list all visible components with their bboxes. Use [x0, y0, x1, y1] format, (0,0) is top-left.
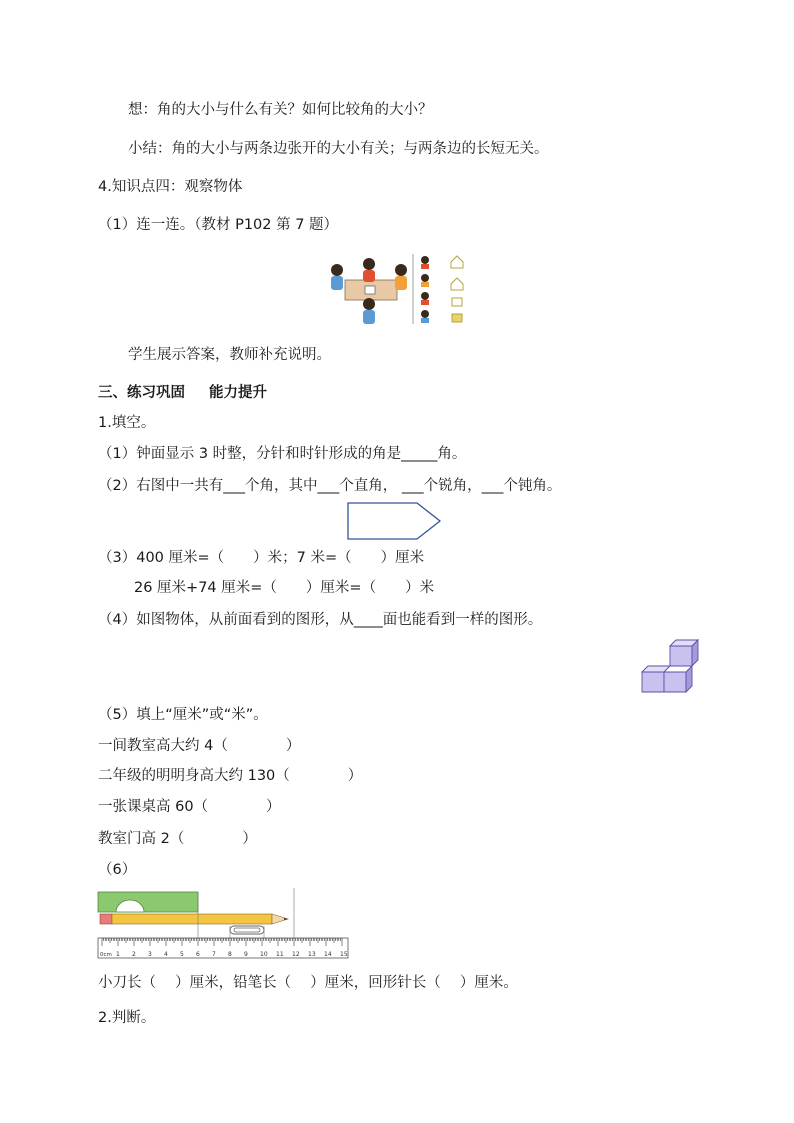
section-3-title-part1: 三、练习巩固: [98, 385, 185, 401]
question-5c: 一张课桌高 60（ ）: [98, 799, 281, 815]
question-3-line-2: 26 厘米+74 厘米=（ ）厘米=（ ）米: [134, 580, 435, 596]
ruler-tick-label: 4: [164, 951, 168, 958]
question-4: （4）如图物体，从前面看到的图形，从____面也能看到一样的图形。: [98, 612, 543, 628]
kid-right: [395, 264, 407, 290]
question-5a: 一间教室高大约 4（ ）: [98, 738, 301, 754]
ruler-tick-label: 12: [292, 951, 300, 958]
ruler-tick-label: 7: [212, 951, 216, 958]
section-3-title-part2: 能力提升: [209, 385, 267, 401]
ruler-tick-label: 1: [116, 951, 120, 958]
cubes-figure: [640, 636, 702, 694]
think-question: 想：角的大小与什么有关？如何比较角的大小？: [128, 102, 433, 118]
question-3-line-1: （3）400 厘米=（ ）米；7 米=（ ）厘米: [98, 550, 425, 566]
question-6-answer: 小刀长（ ）厘米，铅笔长（ ）厘米，回形针长（ ）厘米。: [98, 975, 518, 991]
kid-bottom: [363, 298, 375, 324]
ruler-tick-label: 9: [244, 951, 248, 958]
judge-heading: 2.判断。: [98, 1010, 156, 1026]
students-show-answer: 学生展示答案，教师补充说明。: [128, 347, 331, 363]
ruler-tick-label: 8: [228, 951, 232, 958]
ruler-tick-label: 2: [132, 951, 136, 958]
paper-clip-shape: [230, 926, 264, 934]
fill-blank-heading: 1.填空。: [98, 415, 156, 431]
section-3-title: [98, 383, 267, 403]
kid-top: [363, 258, 375, 282]
knife-shape: [98, 892, 198, 912]
ruler-tick-label: 15: [340, 951, 348, 958]
ruler-tick-label: 5: [180, 951, 184, 958]
ruler-tick-label: 3: [148, 951, 152, 958]
knowledge-point-4: 4.知识点四：观察物体: [98, 179, 243, 195]
ruler-tick-label: 11: [276, 951, 284, 958]
question-1: （1）钟面显示 3 时整，分针和时针形成的角是_____角。: [98, 446, 467, 462]
question-5b: 二年级的明明身高大约 130（ ）: [98, 768, 363, 784]
question-5: （5）填上“厘米”或“米”。: [98, 707, 268, 723]
question-5d: 教室门高 2（ ）: [98, 831, 257, 847]
kid-left: [331, 264, 343, 290]
summary-text: 小结：角的大小与两条边张开的大小有关；与两条边的长短无关。: [128, 141, 549, 157]
ruler-tick-label: 13: [308, 951, 316, 958]
ruler-tick-label: 14: [324, 951, 332, 958]
ruler-measure-figure: [96, 888, 350, 960]
ruler-zero-label: 0cm: [100, 952, 112, 958]
view-icons-column: [451, 256, 463, 322]
question-2: （2）右图中一共有___个角，其中___个直角， ___个锐角，___个钝角。: [98, 478, 562, 494]
observe-objects-figure: [325, 252, 470, 326]
ruler-tick-label: 6: [196, 951, 200, 958]
pentagon-arrow-shape: [347, 502, 443, 540]
connect-task: （1）连一连。（教材 P102 第 7 题）: [98, 217, 339, 233]
kid-column: [421, 256, 429, 323]
ruler-tick-label: 10: [260, 951, 268, 958]
pencil-shape: [100, 914, 288, 924]
question-6: （6）: [98, 862, 137, 878]
